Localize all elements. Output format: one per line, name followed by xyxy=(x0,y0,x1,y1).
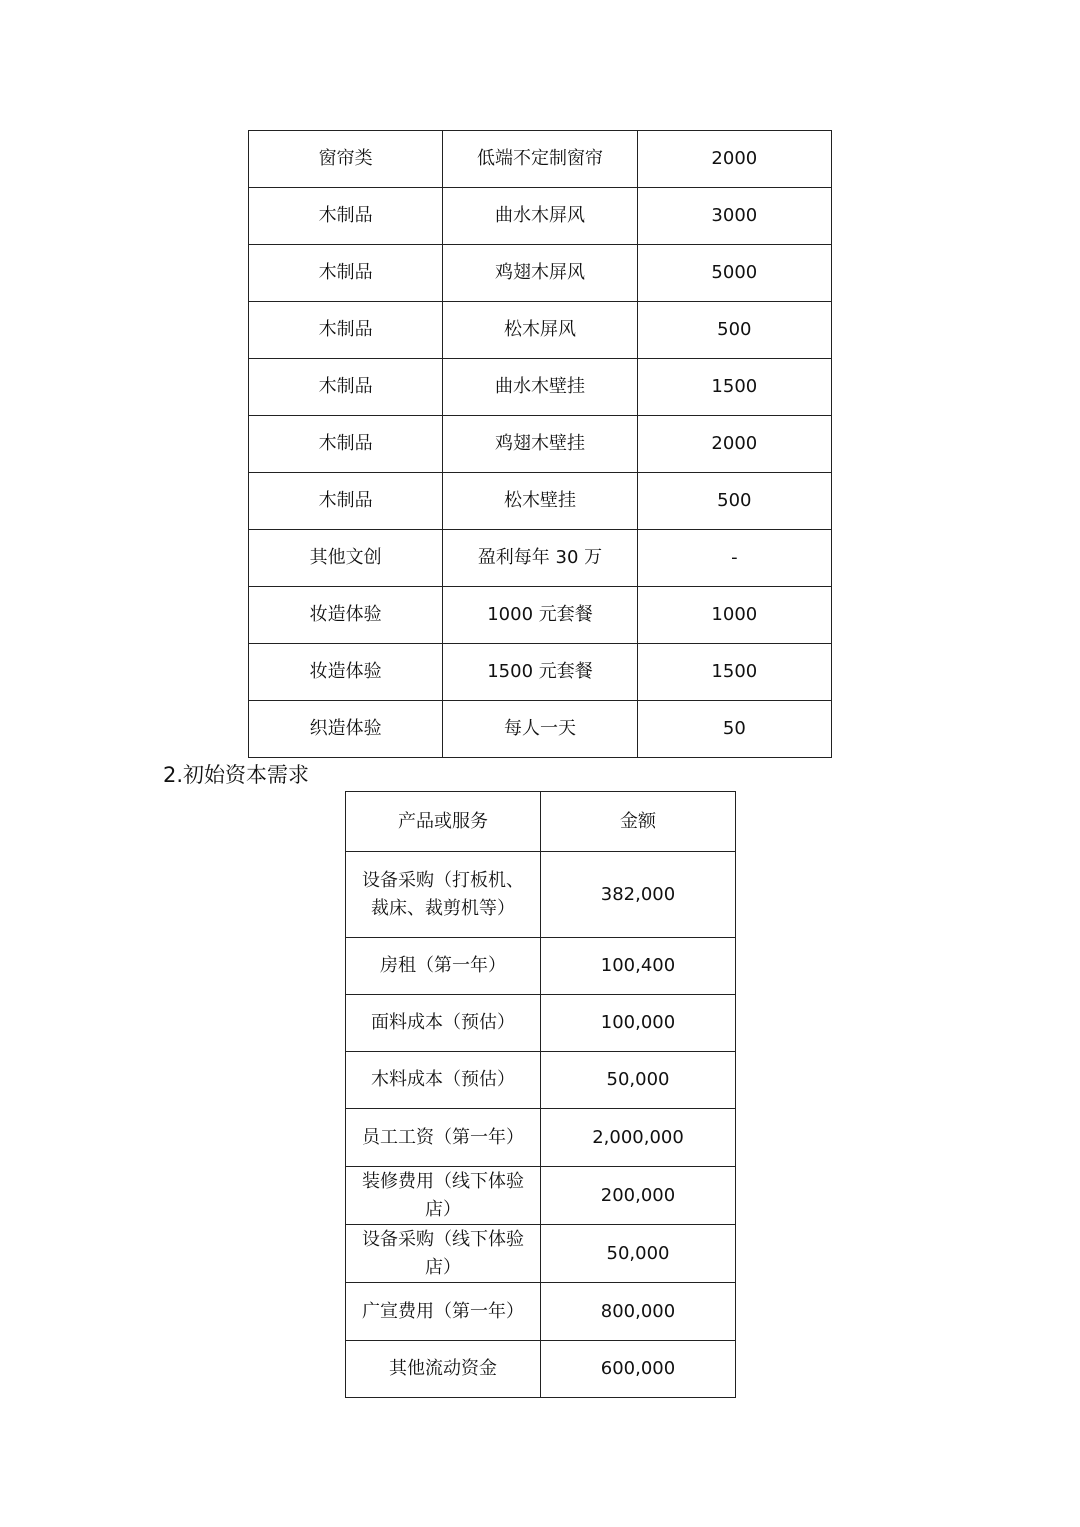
table-row xyxy=(249,302,832,359)
table-row xyxy=(249,188,832,245)
table-header-row xyxy=(346,792,736,852)
item-cell: 每人一天 xyxy=(443,701,637,758)
price-cell: 1500 xyxy=(637,644,831,701)
table-row xyxy=(346,1341,736,1398)
table-row xyxy=(249,359,832,416)
category-cell: 其他文创 xyxy=(249,530,443,587)
table-row xyxy=(346,1167,736,1225)
table-row xyxy=(346,852,736,938)
item-cell: 盈利每年 30 万 xyxy=(443,530,637,587)
item-cell: 松木屏风 xyxy=(443,302,637,359)
item-cell: 设备采购（打板机、裁床、裁剪机等） xyxy=(346,852,541,938)
amount-cell: 200,000 xyxy=(541,1167,736,1225)
category-cell: 窗帘类 xyxy=(249,131,443,188)
price-cell: 500 xyxy=(637,302,831,359)
amount-cell: 100,400 xyxy=(541,938,736,995)
price-cell: 2000 xyxy=(637,131,831,188)
item-cell: 低端不定制窗帘 xyxy=(443,131,637,188)
table-row xyxy=(249,131,832,188)
table-row xyxy=(346,1109,736,1167)
amount-cell: 800,000 xyxy=(541,1283,736,1341)
category-cell: 木制品 xyxy=(249,359,443,416)
item-cell: 曲水木屏风 xyxy=(443,188,637,245)
price-cell: 500 xyxy=(637,473,831,530)
table-row xyxy=(249,701,832,758)
item-cell: 装修费用（线下体验店） xyxy=(346,1167,541,1225)
category-cell: 织造体验 xyxy=(249,701,443,758)
category-cell: 妆造体验 xyxy=(249,587,443,644)
item-cell: 鸡翅木屏风 xyxy=(443,245,637,302)
table-row xyxy=(346,995,736,1052)
table-row xyxy=(346,1052,736,1109)
table-row xyxy=(249,587,832,644)
category-cell: 木制品 xyxy=(249,188,443,245)
section-heading: 2.初始资本需求 xyxy=(163,763,310,787)
price-cell: 2000 xyxy=(637,416,831,473)
initial-capital-table xyxy=(345,791,736,1398)
amount-cell: 100,000 xyxy=(541,995,736,1052)
amount-cell: 50,000 xyxy=(541,1052,736,1109)
price-cell: 3000 xyxy=(637,188,831,245)
price-cell: 5000 xyxy=(637,245,831,302)
item-cell: 1500 元套餐 xyxy=(443,644,637,701)
column-header-item: 产品或服务 xyxy=(346,792,541,852)
item-cell: 松木壁挂 xyxy=(443,473,637,530)
amount-cell: 382,000 xyxy=(541,852,736,938)
table-row xyxy=(249,473,832,530)
table-row xyxy=(249,530,832,587)
item-cell: 1000 元套餐 xyxy=(443,587,637,644)
table-row xyxy=(249,245,832,302)
amount-cell: 50,000 xyxy=(541,1225,736,1283)
item-cell: 木料成本（预估） xyxy=(346,1052,541,1109)
item-cell: 设备采购（线下体验店） xyxy=(346,1225,541,1283)
item-cell: 广宣费用（第一年） xyxy=(346,1283,541,1341)
item-cell: 员工工资（第一年） xyxy=(346,1109,541,1167)
price-cell: 50 xyxy=(637,701,831,758)
category-cell: 妆造体验 xyxy=(249,644,443,701)
item-cell: 曲水木壁挂 xyxy=(443,359,637,416)
table-row xyxy=(249,416,832,473)
item-cell: 房租（第一年） xyxy=(346,938,541,995)
item-cell: 面料成本（预估） xyxy=(346,995,541,1052)
category-cell: 木制品 xyxy=(249,245,443,302)
category-cell: 木制品 xyxy=(249,473,443,530)
product-price-table xyxy=(248,130,832,758)
category-cell: 木制品 xyxy=(249,302,443,359)
amount-cell: 600,000 xyxy=(541,1341,736,1398)
table-row xyxy=(346,938,736,995)
price-cell: 1500 xyxy=(637,359,831,416)
category-cell: 木制品 xyxy=(249,416,443,473)
price-cell: - xyxy=(637,530,831,587)
item-cell: 其他流动资金 xyxy=(346,1341,541,1398)
amount-cell: 2,000,000 xyxy=(541,1109,736,1167)
table-row xyxy=(346,1283,736,1341)
item-cell: 鸡翅木壁挂 xyxy=(443,416,637,473)
price-cell: 1000 xyxy=(637,587,831,644)
column-header-amount: 金额 xyxy=(541,792,736,852)
table-row xyxy=(249,644,832,701)
table-row xyxy=(346,1225,736,1283)
